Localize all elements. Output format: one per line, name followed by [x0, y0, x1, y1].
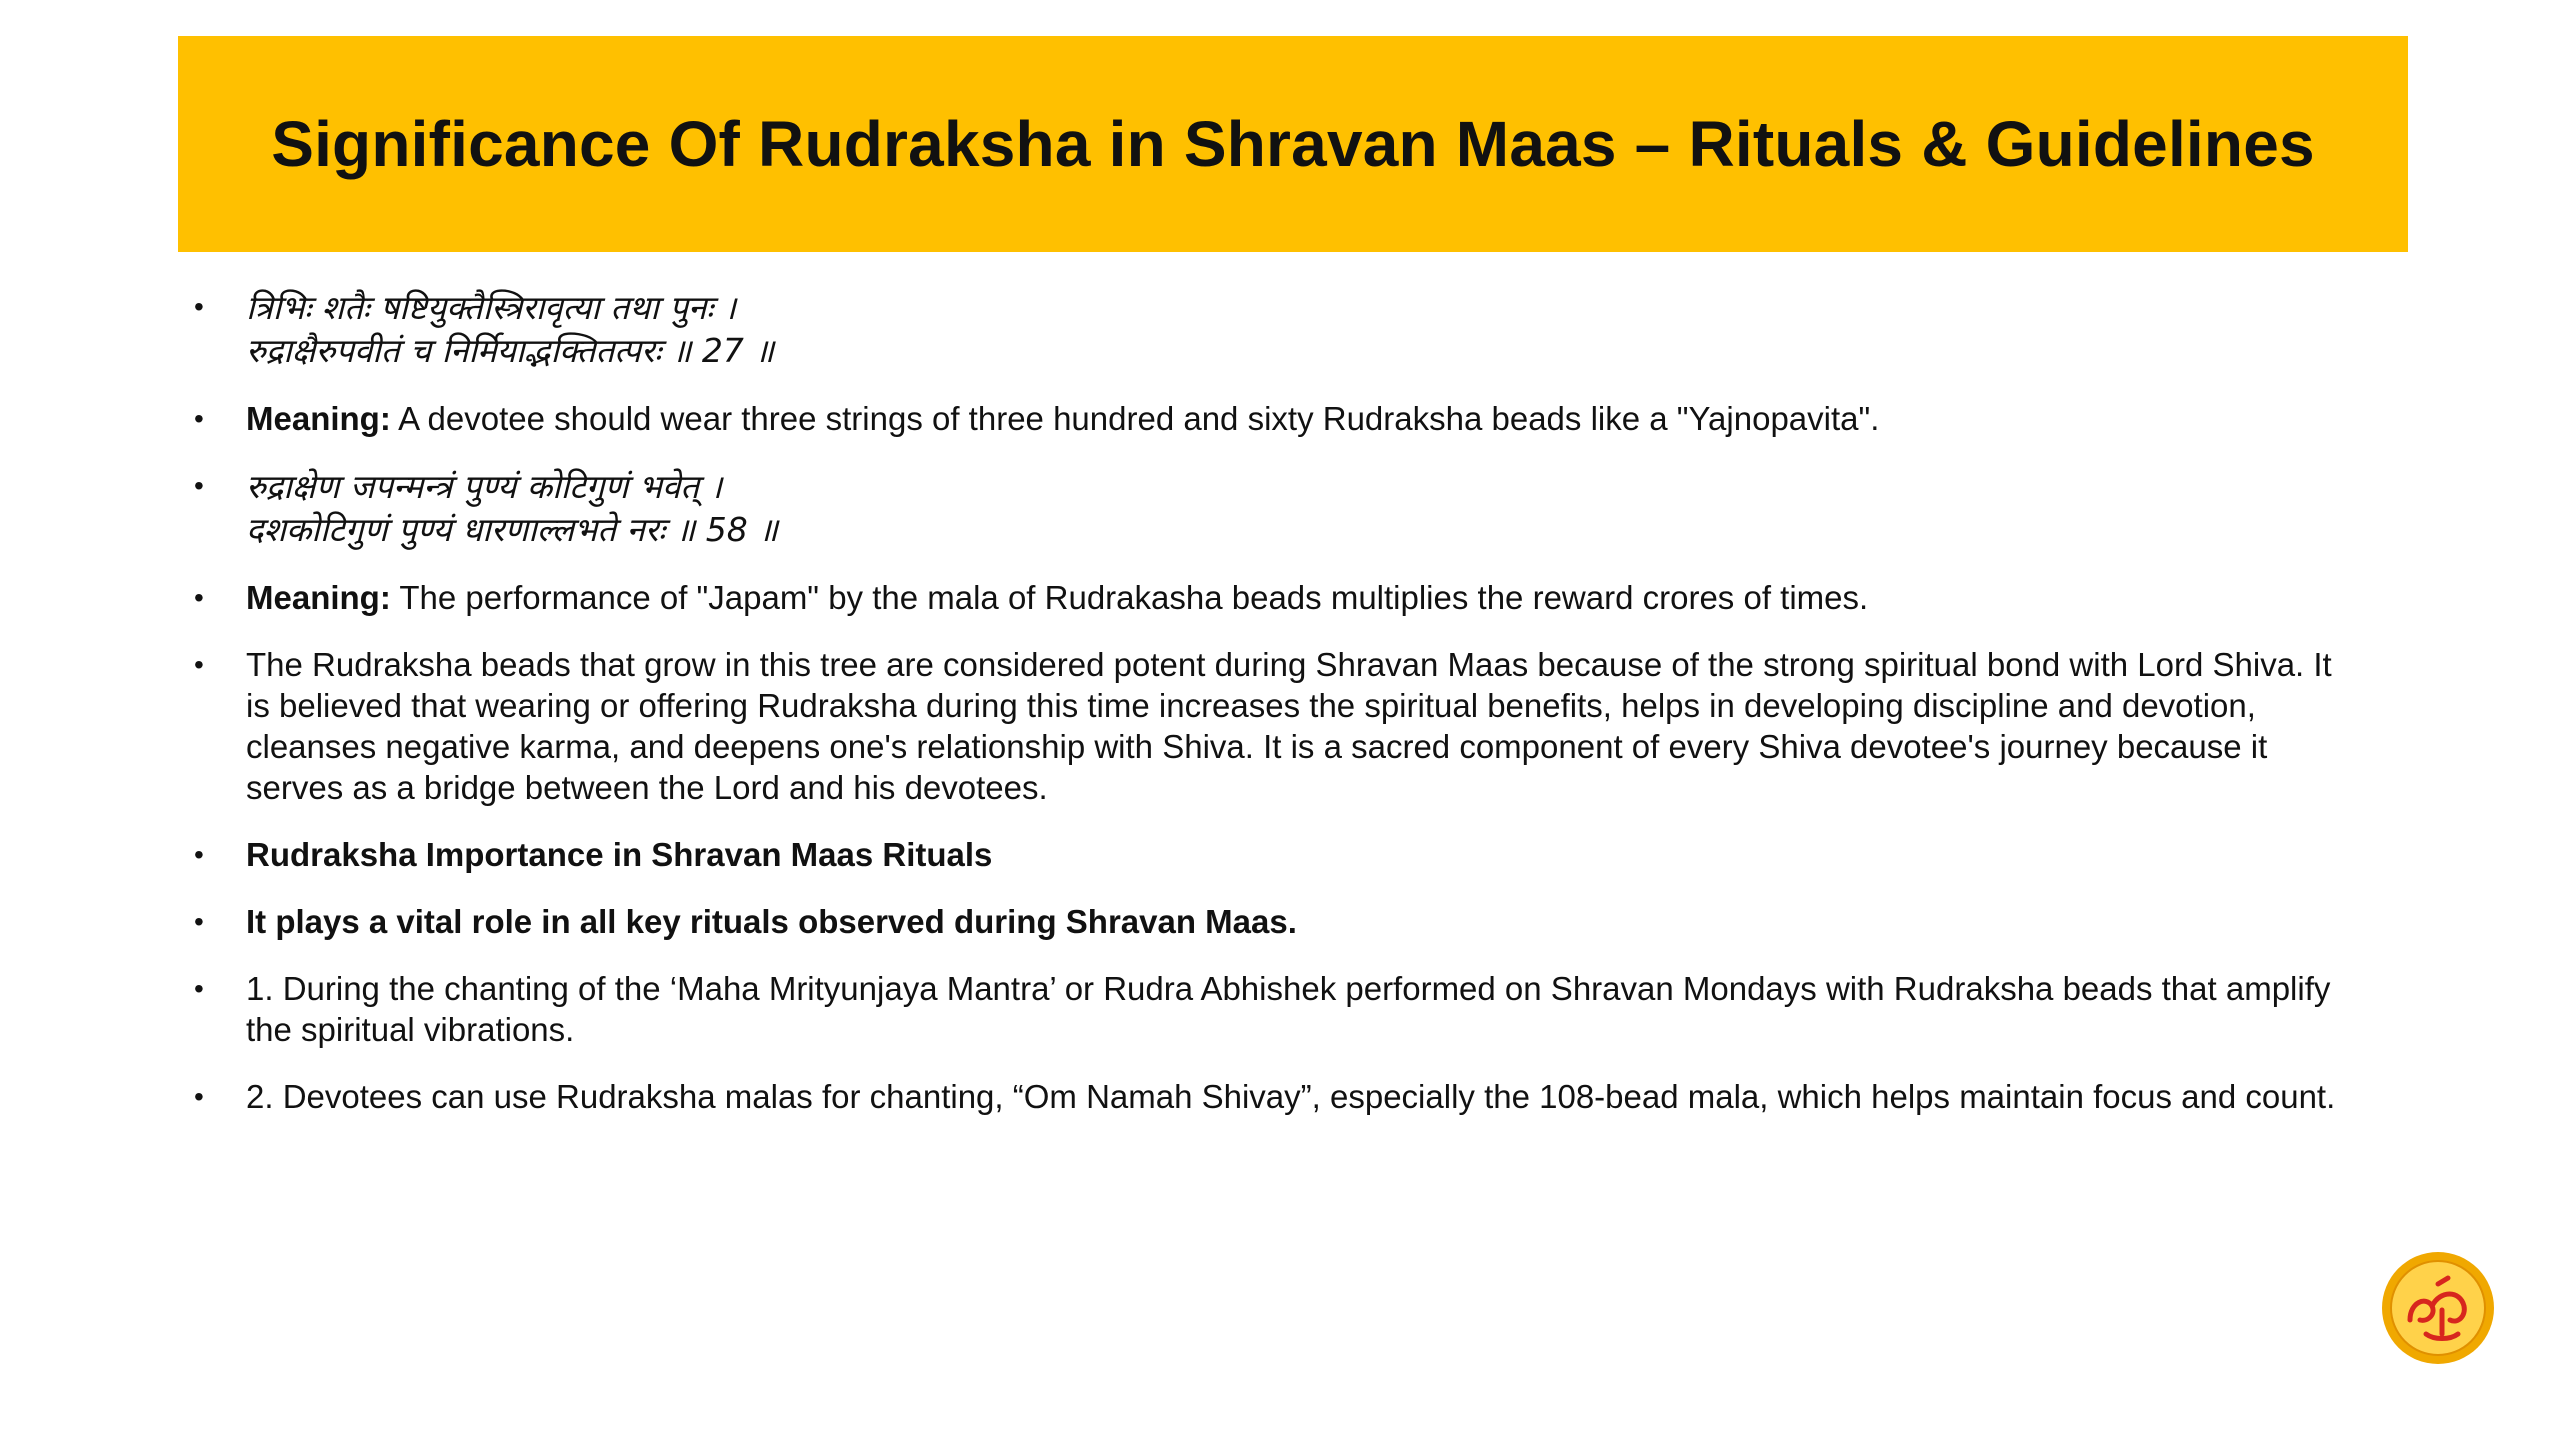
- bullet-verse-1: [190, 286, 2350, 372]
- sanskrit-verse: [246, 465, 2350, 551]
- verse-line: त्रिभिः शतैः षष्टियुक्तैस्त्रिरावृत्या तथा पुनः ।: [246, 288, 736, 327]
- heading-text: Rudraksha Importance in Shravan Maas Rituals: [246, 836, 993, 873]
- bullet-meaning-1: [190, 398, 2350, 439]
- title-banner: [178, 36, 2408, 252]
- verse-line: दशकोटिगुणं पुण्यं धारणाल्लभते नरः ॥ 58 ॥: [246, 510, 778, 549]
- bullet-dot: •: [194, 470, 204, 501]
- bullet-dot: •: [194, 403, 204, 434]
- bullet-heading-role: [190, 901, 2350, 942]
- ritual-text: 2. Devotees can use Rudraksha malas for chanting, “Om Namah Shivay”, especially the 108-bead mala, which helps maintain focus and count.: [246, 1078, 2336, 1115]
- slide-title: Significance Of Rudraksha in Shravan Maas – Rituals & Guidelines: [271, 108, 2315, 180]
- bullet-dot: •: [194, 582, 204, 613]
- paragraph-text: The Rudraksha beads that grow in this tree are considered potent during Shravan Maas because of the strong spiritual bond with Lord Shiva. It is believed that wearing or offering Rudraksha during this time increases the spiritual benefits, helps in developing discipline and devotion, cleanses negative karma, and deepens one's relationship with Shiva. It is a sacred component of every Shiva devotee's journey because it serves as a bridge between the Lord and his devotees.: [246, 646, 2332, 806]
- meaning-label: Meaning:: [246, 400, 391, 437]
- bullet-dot: •: [194, 839, 204, 870]
- bullet-dot: •: [194, 649, 204, 680]
- bullet-verse-2: [190, 465, 2350, 551]
- meaning-text: A devotee should wear three strings of three hundred and sixty Rudraksha beads like a "Yajnopavita".: [390, 400, 1880, 437]
- bullet-meaning-2: [190, 577, 2350, 618]
- bullet-ritual-2: [190, 1076, 2350, 1117]
- bullet-dot: •: [194, 973, 204, 1004]
- bullet-dot: •: [194, 291, 204, 322]
- bullet-paragraph: [190, 644, 2350, 808]
- meaning-text: The performance of "Japam" by the mala of Rudrakasha beads multiplies the reward crores of times.: [390, 579, 1869, 616]
- bullet-heading-importance: [190, 834, 2350, 875]
- verse-line: रुद्राक्षेण जपन्मन्त्रं पुण्यं कोटिगुणं भवेत् ।: [246, 467, 723, 506]
- bullet-dot: •: [194, 1081, 204, 1112]
- heading-text: It plays a vital role in all key rituals observed during Shravan Maas.: [246, 903, 1297, 940]
- ritual-text: 1. During the chanting of the ‘Maha Mrityunjaya Mantra’ or Rudra Abhishek performed on Shravan Mondays with Rudraksha beads that amplify the spiritual vibrations.: [246, 970, 2331, 1048]
- meaning-label: Meaning:: [246, 579, 391, 616]
- verse-line: रुद्राक्षैरुपवीतं च निर्मियाद्भक्तितत्परः ॥ 27 ॥: [246, 331, 775, 370]
- bullet-dot: •: [194, 906, 204, 937]
- content-area: [190, 286, 2350, 1143]
- om-logo-icon: [2380, 1250, 2496, 1366]
- bullet-ritual-1: [190, 968, 2350, 1050]
- sanskrit-verse: [246, 286, 2350, 372]
- bullet-list: [190, 286, 2350, 1117]
